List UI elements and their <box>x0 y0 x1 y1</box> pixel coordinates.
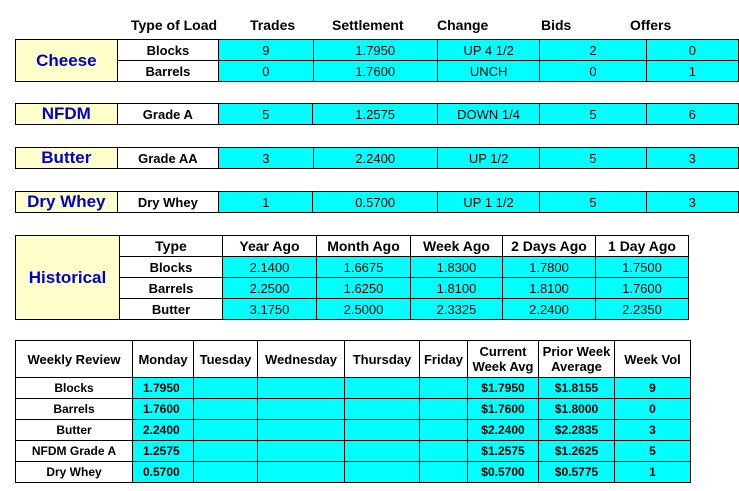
weekly-prior-avg: $1.8000 <box>539 399 615 420</box>
nfdm-load: Grade A <box>117 104 219 125</box>
cheese-barrels-change: UNCH <box>437 61 540 82</box>
historical-cell: 2.2400 <box>503 299 596 320</box>
weekly-thursday <box>345 399 420 420</box>
weekly-header-friday: Friday <box>420 341 468 378</box>
weekly-header-wednesday: Wednesday <box>258 341 345 378</box>
historical-cell: 1.8300 <box>411 257 503 278</box>
butter-offers: 3 <box>646 148 738 169</box>
historical-label: Historical <box>16 236 120 320</box>
weekly-tuesday <box>194 399 258 420</box>
header-bids: Bids <box>541 17 572 33</box>
cheese-table <box>15 39 739 82</box>
weekly-tuesday <box>194 441 258 462</box>
weekly-review-table <box>15 340 691 483</box>
historical-header-year-ago: Year Ago <box>223 236 317 257</box>
weekly-tuesday <box>194 420 258 441</box>
historical-cell: 2.5000 <box>317 299 411 320</box>
historical-cell: 2.1400 <box>223 257 317 278</box>
historical-cell: 3.1750 <box>223 299 317 320</box>
weekly-friday <box>420 378 468 399</box>
weekly-vol: 9 <box>615 378 691 399</box>
drywhey-change: UP 1 1/2 <box>437 192 539 213</box>
butter-trades: 3 <box>219 148 313 169</box>
weekly-monday: 0.5700 <box>133 462 194 483</box>
historical-cell: 1.6250 <box>317 278 411 299</box>
weekly-wednesday <box>258 462 345 483</box>
nfdm-change: DOWN 1/4 <box>437 104 540 125</box>
weekly-header-tuesday: Tuesday <box>194 341 258 378</box>
nfdm-label: NFDM <box>16 104 118 125</box>
weekly-friday <box>420 462 468 483</box>
weekly-prior-avg: $1.2625 <box>539 441 615 462</box>
historical-cell: 1.7500 <box>596 257 689 278</box>
cheese-barrels-bids: 0 <box>540 61 646 82</box>
historical-cell: 2.2350 <box>596 299 689 320</box>
historical-cell: 2.3325 <box>411 299 503 320</box>
butter-label: Butter <box>16 148 118 169</box>
historical-table <box>15 235 689 320</box>
weekly-header-current-week-avg: Current Week Avg <box>468 341 539 378</box>
cheese-blocks-change: UP 4 1/2 <box>437 40 540 61</box>
nfdm-settlement: 1.2575 <box>313 104 437 125</box>
nfdm-bids: 5 <box>540 104 646 125</box>
historical-cell: 1.7800 <box>503 257 596 278</box>
weekly-wednesday <box>258 378 345 399</box>
weekly-tuesday <box>194 378 258 399</box>
butter-bids: 5 <box>540 148 646 169</box>
drywhey-table <box>15 191 739 213</box>
weekly-prior-avg: $2.2835 <box>539 420 615 441</box>
weekly-vol: 5 <box>615 441 691 462</box>
weekly-prior-avg: $0.5775 <box>539 462 615 483</box>
header-change: Change <box>437 17 489 33</box>
nfdm-trades: 5 <box>219 104 313 125</box>
weekly-current-avg: $1.7600 <box>468 399 539 420</box>
weekly-current-avg: $0.5700 <box>468 462 539 483</box>
weekly-prior-avg: $1.8155 <box>539 378 615 399</box>
weekly-vol: 1 <box>615 462 691 483</box>
historical-row-label: Butter <box>120 299 223 320</box>
cheese-barrels-offers: 1 <box>646 61 738 82</box>
weekly-header-review: Weekly Review <box>16 341 133 378</box>
weekly-friday <box>420 420 468 441</box>
header-offers: Offers <box>630 17 672 33</box>
historical-cell: 1.6675 <box>317 257 411 278</box>
weekly-row-label: Barrels <box>16 399 133 420</box>
drywhey-bids: 5 <box>540 192 646 213</box>
weekly-row-label: Butter <box>16 420 133 441</box>
weekly-thursday <box>345 420 420 441</box>
cheese-blocks-bids: 2 <box>540 40 646 61</box>
weekly-monday: 1.7600 <box>133 399 194 420</box>
butter-change: UP 1/2 <box>437 148 539 169</box>
weekly-monday: 1.2575 <box>133 441 194 462</box>
drywhey-load: Dry Whey <box>117 192 219 213</box>
historical-cell: 1.7600 <box>596 278 689 299</box>
historical-header-1-day-ago: 1 Day Ago <box>596 236 689 257</box>
weekly-header-monday: Monday <box>133 341 194 378</box>
historical-row-label: Barrels <box>120 278 223 299</box>
weekly-monday: 2.2400 <box>133 420 194 441</box>
drywhey-settlement: 0.5700 <box>313 192 437 213</box>
historical-cell: 2.2500 <box>223 278 317 299</box>
butter-table <box>15 147 739 169</box>
historical-header-month-ago: Month Ago <box>317 236 411 257</box>
drywhey-label: Dry Whey <box>16 192 118 213</box>
cheese-label: Cheese <box>16 40 118 82</box>
header-settlement: Settlement <box>332 17 404 33</box>
historical-header-week-ago: Week Ago <box>411 236 503 257</box>
weekly-current-avg: $1.2575 <box>468 441 539 462</box>
butter-load: Grade AA <box>117 148 219 169</box>
cheese-barrels-load: Barrels <box>117 61 219 82</box>
weekly-wednesday <box>258 399 345 420</box>
weekly-thursday <box>345 462 420 483</box>
drywhey-trades: 1 <box>219 192 313 213</box>
weekly-header-prior-week-average: Prior Week Average <box>539 341 615 378</box>
weekly-current-avg: $2.2400 <box>468 420 539 441</box>
historical-header-2-days-ago: 2 Days Ago <box>503 236 596 257</box>
header-trades: Trades <box>250 17 296 33</box>
cheese-blocks-offers: 0 <box>646 40 738 61</box>
weekly-header-week-vol: Week Vol <box>615 341 691 378</box>
historical-cell: 1.8100 <box>503 278 596 299</box>
weekly-thursday <box>345 441 420 462</box>
nfdm-offers: 6 <box>646 104 738 125</box>
weekly-header-thursday: Thursday <box>345 341 420 378</box>
header-type-of-load: Type of Load <box>131 17 218 33</box>
weekly-wednesday <box>258 441 345 462</box>
weekly-row-label: Blocks <box>16 378 133 399</box>
weekly-vol: 0 <box>615 399 691 420</box>
weekly-monday: 1.7950 <box>133 378 194 399</box>
weekly-row-label: Dry Whey <box>16 462 133 483</box>
cheese-blocks-trades: 9 <box>219 40 313 61</box>
historical-cell: 1.8100 <box>411 278 503 299</box>
weekly-wednesday <box>258 420 345 441</box>
historical-header-type: Type <box>120 236 223 257</box>
cheese-blocks-settlement: 1.7950 <box>313 40 437 61</box>
nfdm-table <box>15 103 739 125</box>
drywhey-offers: 3 <box>646 192 738 213</box>
weekly-thursday <box>345 378 420 399</box>
cheese-blocks-load: Blocks <box>117 40 219 61</box>
weekly-friday <box>420 399 468 420</box>
cheese-barrels-trades: 0 <box>219 61 313 82</box>
butter-settlement: 2.2400 <box>313 148 437 169</box>
weekly-row-label: NFDM Grade A <box>16 441 133 462</box>
weekly-vol: 3 <box>615 420 691 441</box>
weekly-friday <box>420 441 468 462</box>
weekly-current-avg: $1.7950 <box>468 378 539 399</box>
weekly-tuesday <box>194 462 258 483</box>
historical-row-label: Blocks <box>120 257 223 278</box>
cheese-barrels-settlement: 1.7600 <box>313 61 437 82</box>
